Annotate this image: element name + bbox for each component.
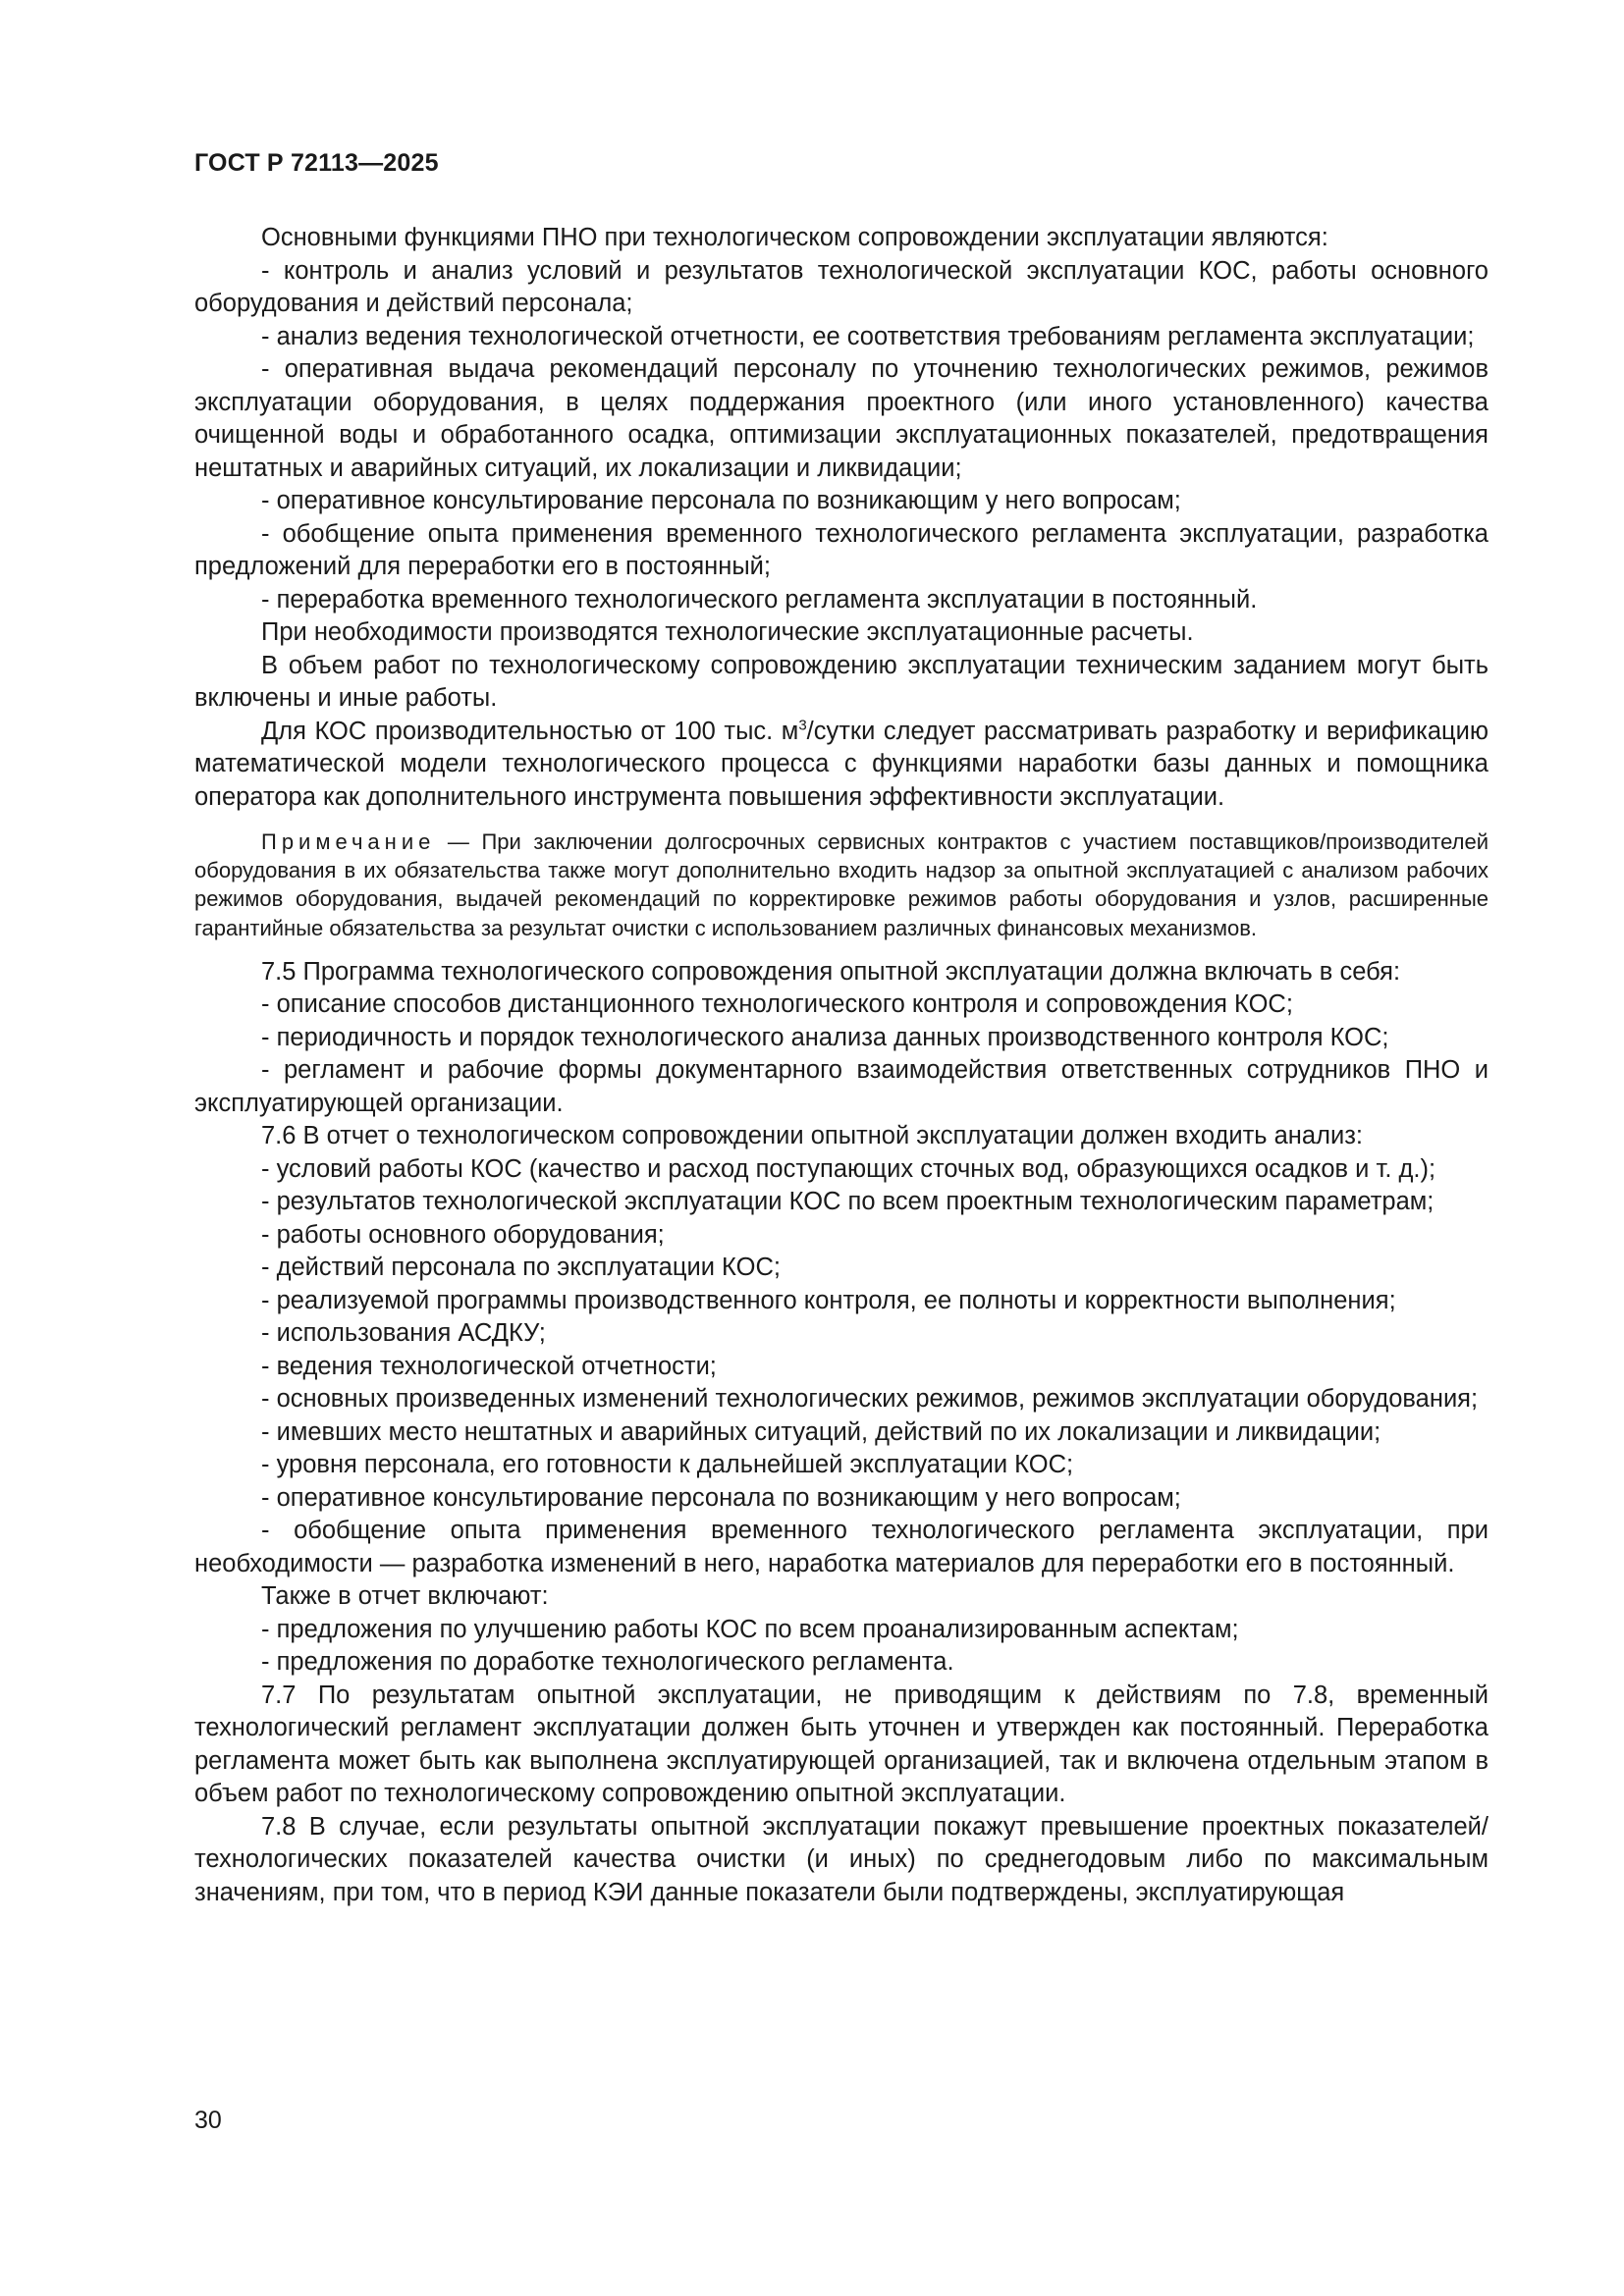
list-item: - анализ ведения технологической отчетности, ее соответствия требованиям регламента эксплуатации; [261, 322, 1475, 350]
list-item: - описание способов дистанционного технологического контроля и сопровождения КОС; [261, 990, 1293, 1019]
list-item: - обобщение опыта применения временного технологического регламента эксплуатации, разработка предложений для переработки его в постоянный; [194, 519, 1489, 580]
list-item: - работы основного оборудования; [261, 1220, 665, 1249]
list-item: - переработка временного технологического регламента эксплуатации в постоянный. [261, 585, 1258, 614]
list-item: - обобщение опыта применения временного технологического регламента эксплуатации, при необходимости — разработка изменений в него, наработка материалов для переработки его в постоянный. [194, 1517, 1489, 1577]
list-item: - предложения по доработке технологического регламента. [261, 1648, 954, 1677]
list-item: - уровня персонала, его готовности к дальнейшей эксплуатации КОС; [261, 1451, 1074, 1479]
list-item: - имевших место нештатных и аварийных ситуаций, действий по их локализации и ликвидации; [261, 1417, 1381, 1446]
list-item: - результатов технологической эксплуатации КОС по всем проектным технологическим параметрам; [261, 1188, 1435, 1216]
cubic-superscript: 3 [798, 717, 807, 733]
section-7-5: 7.5 Программа технологического сопровождения опытной эксплуатации должна включать в себя: [261, 957, 1401, 986]
note [194, 828, 1489, 942]
list-item: - оперативное консультирование персонала по возникающим у него вопросам; [261, 487, 1181, 514]
section-7-8: 7.8 В случае, если результаты опытной эксплуатации покажут превышение проектных показателей/технологических показателей качества очистки (и иных) по среднегодовым либо по максимальным значениям, при том, что в период КЭИ данные показатели были подтверждены, эксплуатирующая [194, 1812, 1489, 1906]
section-7-6: 7.6 В отчет о технологическом сопровождении опытной эксплуатации должен входить анализ: [261, 1122, 1363, 1150]
list-item: - реализуемой программы производственного контроля, ее полноты и корректности выполнения; [261, 1286, 1396, 1314]
list-item: - контроль и анализ условий и результатов технологической эксплуатации КОС, работы основного оборудования и действий персонала; [194, 256, 1489, 317]
document-body [194, 222, 1489, 1909]
list-item: - действий персонала по эксплуатации КОС; [261, 1254, 781, 1282]
paragraph-capacity [194, 716, 1489, 815]
list-item: - периодичность и порядок технологического анализа данных производственного контроля КОС; [261, 1023, 1389, 1051]
section-7-7: 7.7 По результатам опытной эксплуатации, не приводящим к действиям по 7.8, временный технологический регламент эксплуатации должен быть уточнен и утвержден как постоянный. Переработка регламента может быть как выполнена эксплуатирующей организацией, так и включена отдельным этапом в объем работ по технологическому сопровождению опытной эксплуатации. [194, 1681, 1489, 1808]
document-code-header: ГОСТ Р 72113—2025 [194, 149, 439, 177]
list-item: - ведения технологической отчетности; [261, 1352, 717, 1380]
note-label: Примечание [261, 829, 436, 854]
list-item: - условий работы КОС (качество и расход поступающих сточных вод, образующихся осадков и т. д.); [261, 1154, 1436, 1183]
list-item: - основных произведенных изменений технологических режимов, режимов эксплуатации оборудования; [261, 1385, 1479, 1414]
capacity-text-start: Для КОС производительностью от 100 тыс. м [261, 717, 799, 745]
list-item: - предложения по улучшению работы КОС по всем проанализированным аспектам; [261, 1615, 1239, 1643]
list-item: - оперативное консультирование персонала по возникающим у него вопросам; [261, 1483, 1181, 1512]
capacity-text-end: /сутки следует рассматривать разработку и верификацию математической модели технологического процесса с функциями наработки базы данных и помощника оператора как дополнительного инструмента повышения эффективности эксплуатации. [194, 717, 1489, 811]
list-item: - использования АСДКУ; [261, 1319, 546, 1348]
paragraph: При необходимости производятся технологические эксплуатационные расчеты. [261, 618, 1194, 646]
note-text: — При заключении долгосрочных сервисных контрактов с участием поставщиков/производителей оборудования в их обязательства также могут дополнительно входить надзор за опытной эксплуатацией с анализом рабочих режимов оборудования, выдачей рекомендаций по корректировке режимов работы оборудования и узлов, расширенные гарантийные обязательства за результат очистки с использованием различных финансовых механизмов. [194, 829, 1489, 940]
list-item: - регламент и рабочие формы документарного взаимодействия ответственных сотрудников ПНО и эксплуатирующей организации. [194, 1056, 1489, 1117]
list-item: - оперативная выдача рекомендаций персоналу по уточнению технологических режимов, режимов эксплуатации оборудования, в целях поддержания проектного (или иного установленного) качества очищенной воды и обработанного осадка, оптимизации эксплуатационных показателей, предотвращения нештатных и аварийных ситуаций, их локализации и ликвидации; [194, 355, 1489, 482]
paragraph: Также в отчет включают: [261, 1582, 549, 1611]
paragraph: В объем работ по технологическому сопровождению эксплуатации техническим заданием могут быть включены и иные работы. [194, 651, 1489, 712]
paragraph: Основными функциями ПНО при технологическом сопровождении эксплуатации являются: [261, 224, 1328, 251]
page-number: 30 [194, 2107, 222, 2134]
